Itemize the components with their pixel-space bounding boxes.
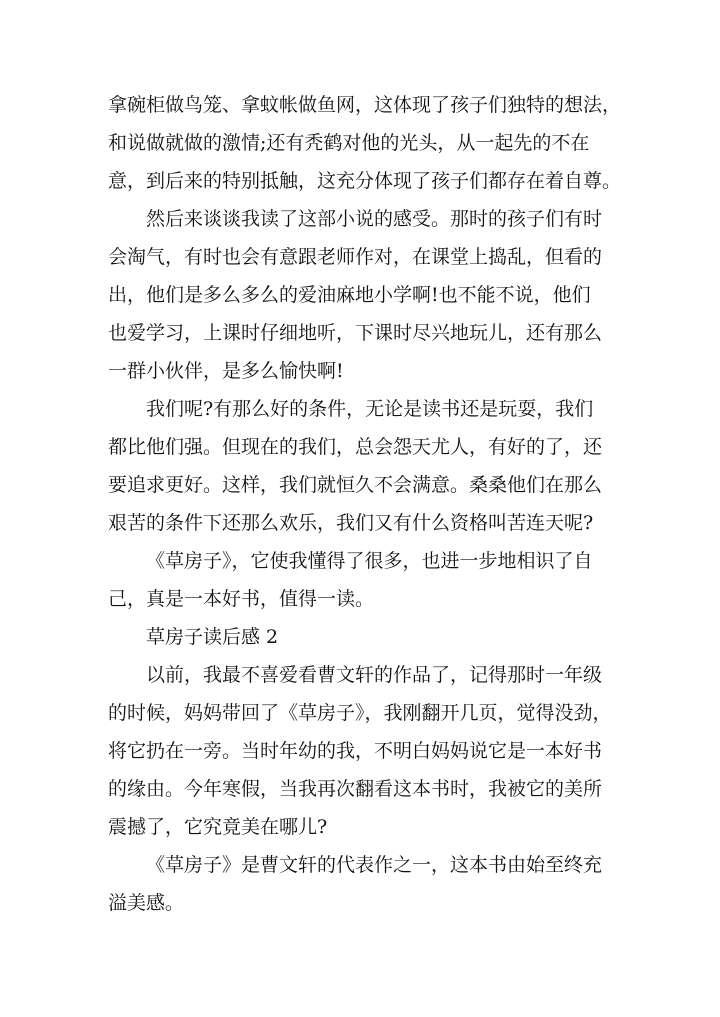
text-line: 《草房子》是曹文轩的代表作之一，这本书由始至终充 (146, 854, 603, 876)
text-line: 震撼了，它究竟美在哪儿? (108, 816, 328, 838)
text-line: 一群小伙伴，是多么愉快啊! (108, 360, 344, 382)
text-line: 会淘气，有时也会有意跟老师作对，在课堂上捣乱，但看的 (108, 246, 603, 268)
text-line: 和说做就做的激情;还有秃鹤对他的光头，从一起先的不在 (108, 132, 590, 154)
text-line: 出，他们是多么多么的爱油麻地小学啊!也不能不说，他们 (108, 284, 591, 306)
text-line: 《草房子》，它使我懂得了很多，也进一步地相识了自 (146, 550, 593, 572)
text-line: 都比他们强。但现在的我们，总会怨天尤人，有好的了，还 (108, 436, 603, 458)
text-line: 然后来谈谈我读了这部小说的感受。那时的孩子们有时 (146, 208, 603, 230)
text-line: 以前，我最不喜爱看曹文轩的作品了，记得那时一年级 (146, 664, 603, 686)
text-line: 己，真是一本好书，值得一读。 (108, 588, 375, 610)
text-line: 拿碗柜做鸟笼、拿蚊帐做鱼网，这体现了孩子们独特的想法， (108, 94, 622, 116)
text-line: 要追求更好。这样，我们就恒久不会满意。桑桑他们在那么 (108, 474, 603, 496)
text-line: 意，到后来的特别抵触，这充分体现了孩子们都存在着自尊。 (108, 170, 622, 192)
text-line: 的缘由。今年寒假，当我再次翻看这本书时，我被它的美所 (108, 778, 603, 800)
text-line: 我们呢?有那么好的条件，无论是读书还是玩耍，我们 (146, 398, 594, 420)
text-line: 也爱学习，上课时仔细地听，下课时尽兴地玩儿，还有那么 (108, 322, 603, 344)
section-heading: 草房子读后感 2 (146, 626, 279, 648)
text-line: 溢美感。 (108, 892, 185, 914)
text-line: 的时候，妈妈带回了《草房子》，我刚翻开几页，觉得没劲， (108, 702, 612, 724)
text-line: 艰苦的条件下还那么欢乐，我们又有什么资格叫苦连天呢? (108, 512, 594, 534)
text-line: 将它扔在一旁。当时年幼的我，不明白妈妈说它是一本好书 (108, 740, 603, 762)
